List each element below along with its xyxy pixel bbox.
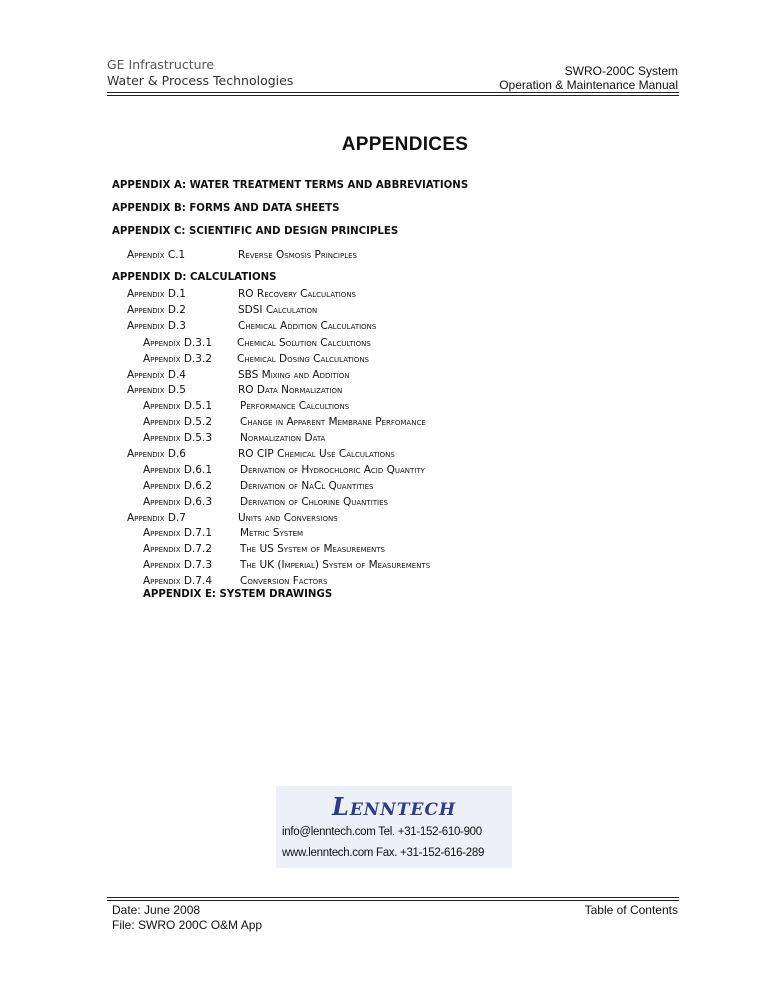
toc-heading[interactable]: APPENDIX A: WATER TREATMENT TERMS AND ABBREVIATIONS [112,180,469,191]
toc-entry-number[interactable]: Appendix D.5.1 [143,400,212,412]
footer-date: Date: June 2008 [112,903,201,917]
toc-entry-title[interactable]: The UK (Imperial) System of Measurements [240,559,431,571]
toc-heading[interactable]: APPENDIX D: CALCULATIONS [112,272,277,283]
toc-entry-title[interactable]: SDSI Calculation [238,304,318,316]
toc-entry-title[interactable]: Normalization Data [240,432,326,444]
header-rule-2 [107,95,679,96]
toc-entry-title[interactable]: Performance Calcultions [240,400,350,412]
toc-entry-title[interactable]: Conversion Factors [240,575,328,587]
manual-name: Operation & Maintenance Manual [499,78,678,92]
toc-entry-title[interactable]: Change in Apparent Membrane Perfomance [240,416,426,428]
toc-entry-number[interactable]: Appendix D.2 [127,304,186,316]
toc-heading[interactable]: APPENDIX B: FORMS AND DATA SHEETS [112,203,340,214]
toc-entry-number[interactable]: Appendix D.5 [127,384,186,396]
lenntech-logo: Lenntech [331,792,457,821]
toc-entry-number[interactable]: Appendix D.7.1 [143,527,212,539]
toc-entry-title[interactable]: Metric System [240,527,304,539]
toc-entry-title[interactable]: SBS Mixing and Addition [238,369,350,381]
company-division: Water & Process Technologies [107,73,294,88]
toc-entry-title[interactable]: RO CIP Chemical Use Calculations [238,448,395,460]
toc-heading[interactable]: APPENDIX C: SCIENTIFIC AND DESIGN PRINCIPLES [112,226,399,237]
toc-entry-number[interactable]: Appendix D.7 [127,512,186,524]
toc-entry-number[interactable]: Appendix D.6.2 [143,480,212,492]
footer-rule-2 [107,900,679,901]
toc-entry-number[interactable]: Appendix D.1 [127,288,186,300]
page-title: APPENDICES [341,134,469,155]
toc-entry-number[interactable]: Appendix D.7.4 [143,575,212,587]
footer-info [112,903,262,932]
toc-entry-title[interactable]: Reverse Osmosis Principles [238,249,357,261]
toc-entry-number[interactable]: Appendix D.3.2 [143,353,212,365]
contact-email-phone: info@lenntech.com Tel. +31-152-610-900 [282,826,482,838]
system-name: SWRO-200C System [564,64,678,78]
footer-rule [107,897,679,898]
lenntech-contact-box [276,786,512,868]
toc-entry-number[interactable]: Appendix D.5.2 [143,416,212,428]
toc-entry-title[interactable]: RO Data Normalization [238,384,343,396]
toc-entry-title[interactable]: Chemical Dosing Calculations [237,353,370,365]
toc-entry-title[interactable]: Chemical Solution Calcultions [237,337,371,349]
toc-entry-number[interactable]: Appendix D.6 [127,448,186,460]
toc-entry-number[interactable]: Appendix D.5.3 [143,432,212,444]
document-block [499,64,678,92]
contact-web-fax: www.lenntech.com Fax. +31-152-616-289 [282,847,485,859]
footer-file: File: SWRO 200C O&M App [112,917,263,932]
toc-entry-number[interactable]: Appendix D.3.1 [143,337,212,349]
toc-entry-title[interactable]: The US System of Measurements [240,543,386,555]
footer-section: Table of Contents [584,903,678,917]
toc-entry-number[interactable]: Appendix D.7.2 [143,543,212,555]
toc-entry-title[interactable]: Chemical Addition Calculations [238,320,377,332]
company-block [107,57,293,89]
header-rule [107,92,679,93]
company-name: GE Infrastructure [107,57,215,72]
toc-entry-title[interactable]: Units and Conversions [238,512,338,524]
toc-heading[interactable]: APPENDIX E: SYSTEM DRAWINGS [143,589,333,600]
toc-entry-title[interactable]: Derivation of NaCl Quantities [240,480,374,492]
toc-entry-title[interactable]: Derivation of Hydrochloric Acid Quantity [240,464,425,476]
toc-entry-number[interactable]: Appendix C.1 [127,249,186,261]
toc-entry-number[interactable]: Appendix D.7.3 [143,559,212,571]
toc-entry-number[interactable]: Appendix D.6.3 [143,496,212,508]
toc-entry-title[interactable]: RO Recovery Calculations [238,288,356,300]
toc-entry-number[interactable]: Appendix D.6.1 [143,464,212,476]
toc-entry-number[interactable]: Appendix D.4 [127,369,186,381]
toc-entry-number[interactable]: Appendix D.3 [127,320,186,332]
toc-entry-title[interactable]: Derivation of Chlorine Quantities [240,496,388,508]
